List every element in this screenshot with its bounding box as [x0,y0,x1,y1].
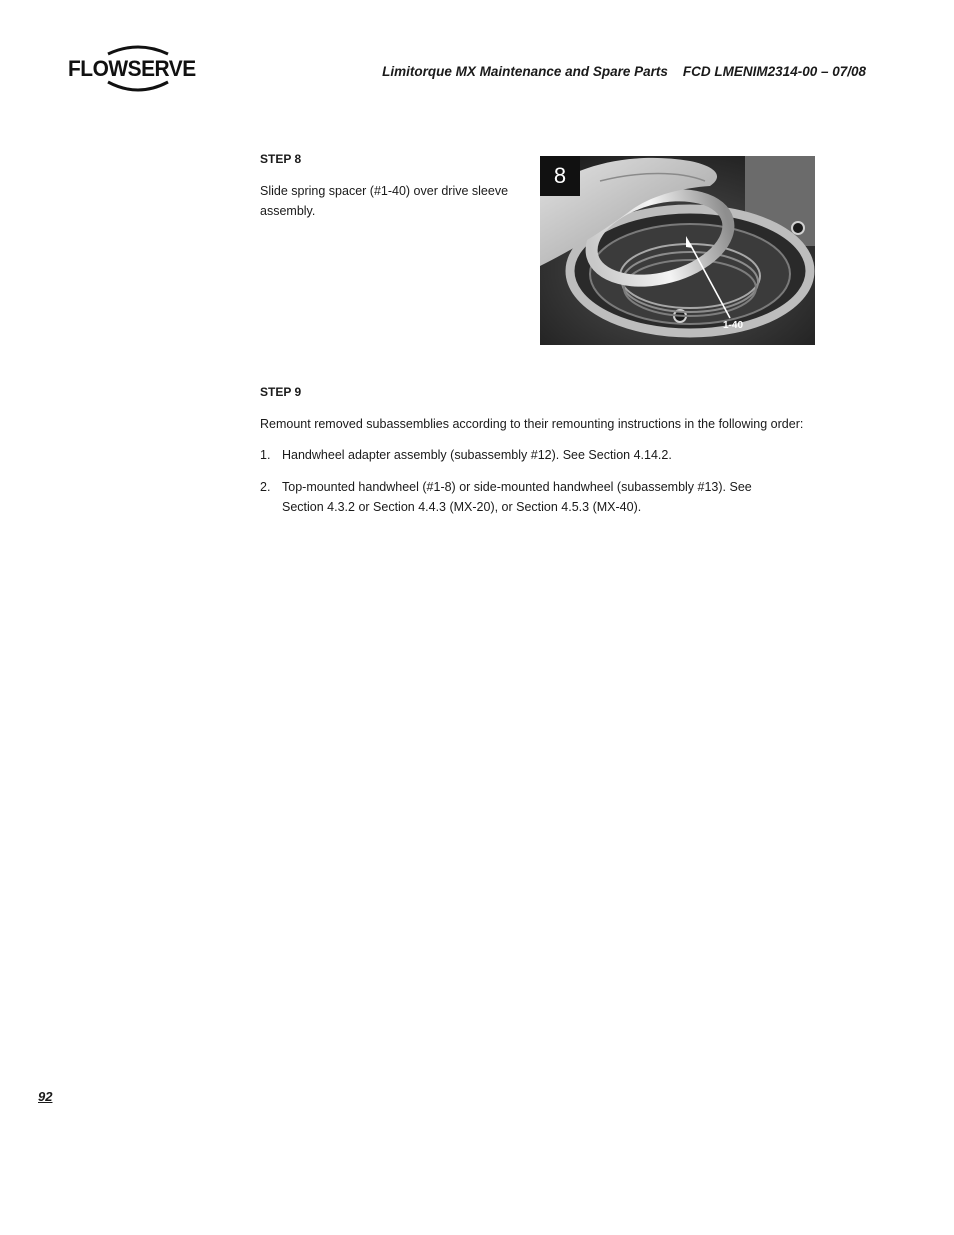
figure-8-photo [540,156,815,345]
figure-callout-label: 1-40 [723,320,744,331]
document-header-title: Limitorque MX Maintenance and Spare Parts FCD LMENIM2314-00 – 07/08 [382,64,866,79]
list-item-text: Handwheel adapter assembly (subassembly #12). See Section 4.14.2. [282,448,672,462]
step-9-heading: STEP 9 [260,385,302,399]
list-item [260,445,820,465]
list-item-number: 1. [260,448,271,462]
figure-number-badge: 8 [540,156,580,196]
step-8-text: Slide spring spacer (#1-40) over drive sleeve assembly. [260,184,509,218]
list-item-text: Top-mounted handwheel (#1-8) or side-mounted handwheel (subassembly #13). See Section 4.3.2 or Section 4.4.3 (MX-20), or Section 4.5.3 (MX-40). [282,480,752,514]
list-item-number: 2. [260,480,271,494]
logo-wordmark: FLOWSERVE [68,56,196,81]
step-8-heading: STEP 8 [260,152,302,166]
list-item [260,477,820,517]
spring-spacer-photo-illustration [540,156,815,345]
page-number: 92 [38,1089,53,1104]
flowserve-logo [68,42,208,98]
step-9-intro: Remount removed subassemblies according to their remounting instructions in the following order: [260,417,804,431]
